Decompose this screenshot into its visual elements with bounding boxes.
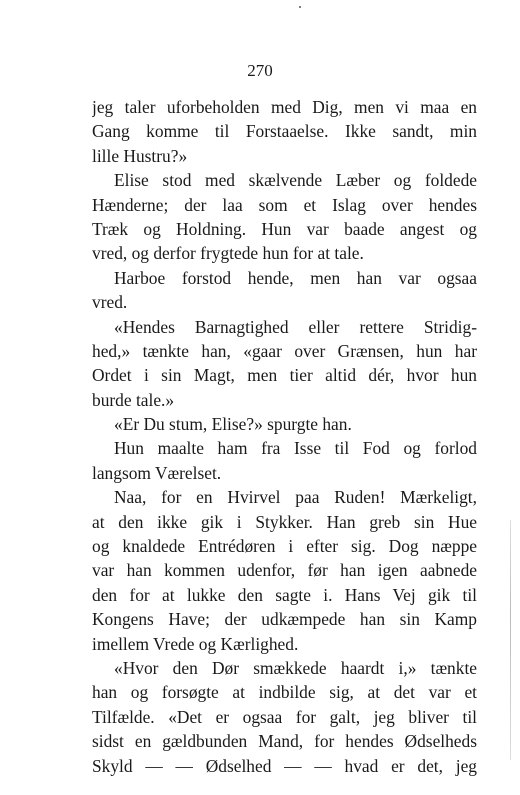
- text-line: Ordet i sin Magt, men tier altid dér, hvor hun: [92, 365, 477, 386]
- text-line: Hun maalte ham fra Isse til Fod og forlod: [114, 438, 477, 459]
- text-line: Kongens Have; der udkæmpede han sin Kamp: [92, 609, 477, 630]
- text-line: Tilfælde. «Det er ogsaa for galt, jeg bliver til: [92, 706, 477, 727]
- text-line: han og forsøgte at indbilde sig, at det var et: [92, 682, 477, 703]
- page-edge-shadow: [510, 520, 511, 760]
- text-line: Elise stod med skælvende Læber og foldede: [114, 170, 477, 191]
- text-line: vred.: [92, 292, 128, 313]
- text-line: langsom Værelset.: [92, 462, 222, 483]
- text-line: Gang komme til Forstaaelse. Ikke sandt, min: [92, 121, 477, 142]
- text-line: «Hvor den Dør smækkede haardt i,» tænkte: [114, 657, 477, 678]
- text-line: «Hendes Barnagtighed eller rettere Stridig-: [114, 316, 477, 337]
- text-line: «Er Du stum, Elise?» spurgte han.: [114, 414, 352, 435]
- text-line: var han kommen udenfor, før han igen aabnede: [92, 560, 477, 581]
- print-speck: [299, 6, 301, 8]
- text-line: burde tale.»: [92, 389, 175, 410]
- text-line: Skyld — — Ødselhed — — hvad er det, jeg: [92, 755, 477, 776]
- text-line: Harboe forstod hende, men han var ogsaa: [114, 267, 477, 288]
- text-line: Hænderne; der laa som et Islag over hendes: [92, 194, 477, 215]
- text-line: vred, og derfor frygtede hun for at tale.: [92, 243, 364, 264]
- page-number: 270: [247, 61, 273, 80]
- text-line: Naa, for en Hvirvel paa Ruden! Mærkeligt,: [114, 487, 477, 508]
- text-body: [92, 95, 477, 778]
- text-line: lille Hustru?»: [92, 145, 188, 166]
- text-line: Træk og Holdning. Hun var baade angest og: [92, 218, 477, 239]
- text-line: og knaldede Entrédøren i efter sig. Dog næppe: [92, 536, 477, 557]
- text-line: imellem Vrede og Kærlighed.: [92, 633, 299, 654]
- text-line: sidst en gældbunden Mand, for hendes Ødselheds: [92, 731, 477, 752]
- text-line: hed,» tænkte han, «gaar over Grænsen, hun har: [92, 340, 477, 361]
- text-line: jeg taler uforbeholden med Dig, men vi maa en: [92, 97, 477, 117]
- text-line: den for at lukke den sagte i. Hans Vej gik til: [92, 584, 477, 605]
- text-line: at den ikke gik i Stykker. Han greb sin Hue: [92, 511, 477, 532]
